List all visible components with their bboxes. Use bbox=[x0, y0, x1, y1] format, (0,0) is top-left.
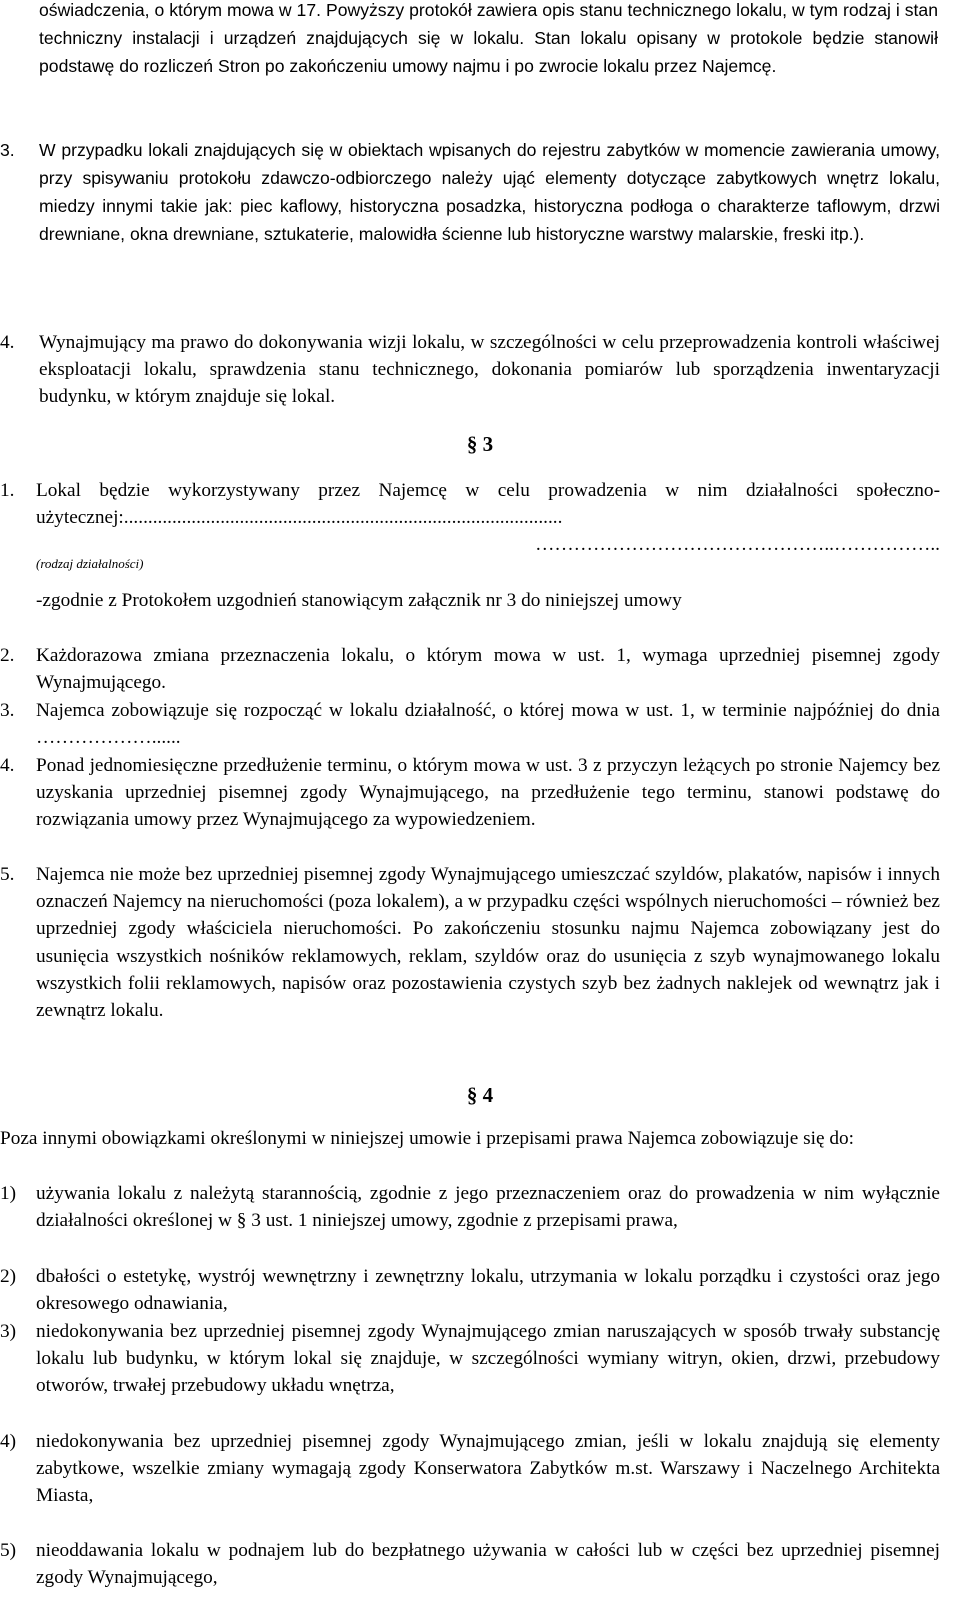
list-item-text: Najemca nie może bez uprzedniej pisemnej zgody Wynajmującego umieszczać szyldów, plakatów, napisów i innych oznaczeń Najemcy na nieruchomości (poza lokalem), a w przypadku części wspólnych nieruchomości – również bez uprzedniej zgody właściciela nieruchomości. Po zakończeniu stosunku najmu Najemca zobowiązany jest do usunięcia wszystkich nośników reklamowych, reklam, szyldów oraz do usunięcia z szyb wynajmowanego lokalu wszystkich folii reklamowych, napisów oraz pozostawienia czystych szyb bez żadnych naklejek od wewnątrz jak i zewnątrz lokalu. bbox=[36, 864, 940, 1022]
list-item bbox=[0, 1428, 940, 1510]
dots-line: ………………………………………..…………….. bbox=[535, 534, 940, 555]
list-item-text: W przypadku lokali znajdujących się w obiektach wpisanych do rejestru zabytków w momencie zawierania umowy, przy spisywaniu protokołu zdawczo-odbiorczego należy ująć elementy dotyczące zabytkowych wnętrz lokalu, miedzy innymi takie jak: piec kaflowy, historyczna posadzka, historyczna podłoga o charakterze taflowym, drzwi drewniane, okna drewniane, sztukaterie, malowidła ścienne lub historyczne warstwy malarskie, freski itp.). bbox=[39, 140, 940, 244]
list-item-text: Każdorazowa zmiana przeznaczenia lokalu, o którym mowa w ust. 1, wymaga uprzedniej pisemnej zgody Wynajmującego. bbox=[36, 645, 940, 694]
section-heading: § 3 bbox=[466, 432, 494, 456]
list-item bbox=[0, 477, 940, 531]
list-item bbox=[0, 642, 940, 696]
field-note: (rodzaj działalności) bbox=[36, 556, 144, 571]
agreement-line: -zgodnie z Protokołem uzgodnień stanowiącym załącznik nr 3 do niniejszej umowy bbox=[36, 590, 682, 611]
list-item bbox=[0, 329, 940, 411]
list-item-number: 2. bbox=[0, 645, 15, 666]
list-item-text: Lokal będzie wykorzystywany przez Najemcę w celu prowadzenia w nim działalności społeczno- użytecznej:........................................................................................... bbox=[36, 480, 940, 529]
continuation-paragraph bbox=[39, 0, 938, 80]
list-item-number: 1. bbox=[0, 480, 15, 501]
list-item bbox=[0, 1180, 940, 1234]
list-item-text: używania lokalu z należytą starannością, zgodnie z jego przeznaczeniem oraz do prowadzenia w nim wyłącznie działalności określonej w § 3 ust. 1 niniejszej umowy, zgodnie z przepisami prawa, bbox=[36, 1183, 940, 1232]
list-item bbox=[0, 752, 940, 834]
list-item-text: dbałości o estetykę, wystrój wewnętrzny i zewnętrzny lokalu, utrzymania w lokalu porządku i czystości oraz jego okresowego odnawiania, bbox=[36, 1266, 940, 1315]
list-item bbox=[0, 1318, 940, 1400]
list-item bbox=[0, 697, 940, 751]
list-item-text: nieoddawania lokalu w podnajem lub do bezpłatnego używania w całości lub w części bez uprzedniej pisemnej zgody Wynajmującego, bbox=[36, 1540, 940, 1589]
list-item-number: 3. bbox=[0, 700, 15, 721]
list-item-text: Najemca zobowiązuje się rozpocząć w lokalu działalność, o której mowa w ust. 1, w terminie najpóźniej do dnia ………………...... bbox=[36, 700, 940, 749]
list-item-number: 4. bbox=[0, 755, 15, 776]
list-item bbox=[0, 136, 940, 248]
list-item-number: 5) bbox=[0, 1540, 17, 1561]
list-item bbox=[0, 861, 940, 1024]
list-item-number: 1) bbox=[0, 1183, 17, 1204]
continuation-text: oświadczenia, o którym mowa w 17. Powyższy protokół zawiera opis stanu technicznego lokalu, w tym rodzaj i stan techniczny instalacji i urządzeń znajdujących się w lokalu. Stan lokalu opisany w protokole będzie stanowił podstawę do rozliczeń Stron po zakończeniu umowy najmu i po zwrocie lokalu przez Najemcę. bbox=[39, 0, 938, 76]
list-item-number: 4) bbox=[0, 1431, 17, 1452]
section-heading: § 4 bbox=[466, 1083, 494, 1107]
list-item-text: Wynajmujący ma prawo do dokonywania wizji lokalu, w szczególności w celu przeprowadzenia kontroli właściwej eksploatacji lokalu, sprawdzenia stanu technicznego, dokonania pomiarów lub sporządzenia inwentaryzacji budynku, w którym znajduje się lokal. bbox=[39, 332, 940, 408]
list-item-text: Ponad jednomiesięczne przedłużenie terminu, o którym mowa w ust. 3 z przyczyn leżących po stronie Najemcy bez uzyskania uprzedniej pisemnej zgody Wynajmującego, na przedłużenie tego terminu, stanowi podstawę do rozwiązania umowy przez Wynajmującego za wypowiedzeniem. bbox=[36, 755, 940, 831]
list-item-text: niedokonywania bez uprzedniej pisemnej zgody Wynajmującego zmian, jeśli w lokalu znajdują się elementy zabytkowe, wszelkie zmiany wymagają zgody Konserwatora Zabytków m.st. Warszawy i Naczelnego Architekta Miasta, bbox=[36, 1431, 940, 1507]
list-item-number: 4. bbox=[0, 332, 15, 353]
list-item bbox=[0, 1537, 940, 1591]
list-item-number: 5. bbox=[0, 864, 15, 885]
list-item-number: 2) bbox=[0, 1266, 17, 1287]
list-item-number: 3) bbox=[0, 1321, 17, 1342]
list-item-number: 3. bbox=[0, 140, 15, 160]
list-item-text: niedokonywania bez uprzedniej pisemnej zgody Wynajmującego zmian naruszających w sposób trwały substancję lokalu lub budynku, w którym lokal się znajduje, w szczególności wymiany witryn, okien, drzwi, przebudowy otworów, trwałej przebudowy układu wnętrza, bbox=[36, 1321, 940, 1397]
section-intro: Poza innymi obowiązkami określonymi w niniejszej umowie i przepisami prawa Najemca zobowiązuje się do: bbox=[0, 1128, 855, 1149]
list-item bbox=[0, 1263, 940, 1317]
